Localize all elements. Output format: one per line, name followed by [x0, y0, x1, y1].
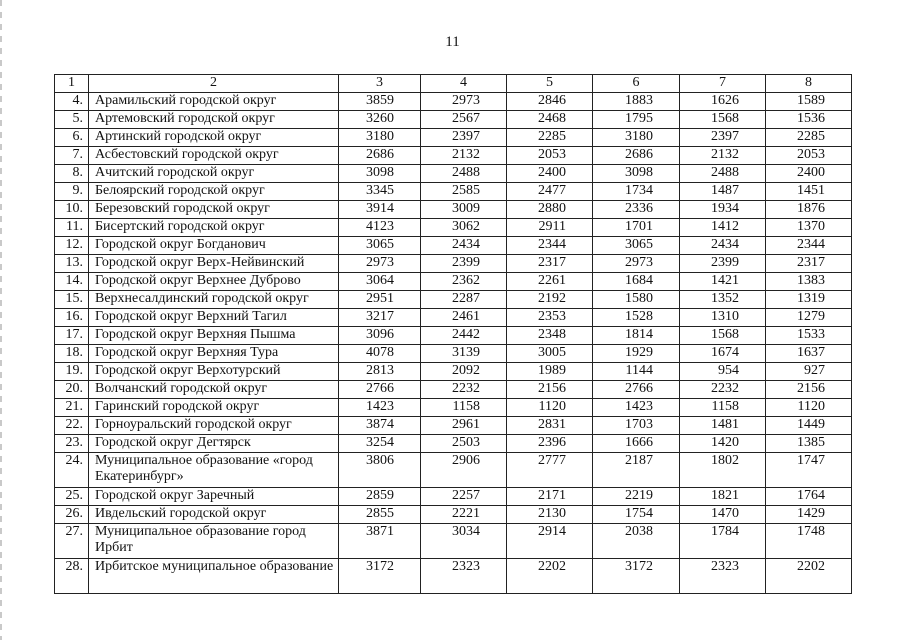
table-row	[55, 291, 852, 309]
value-cell: 2232	[421, 381, 507, 399]
value-cell: 2038	[593, 524, 680, 559]
value-cell: 1934	[680, 201, 766, 219]
table-row	[55, 417, 852, 435]
table-header-row	[55, 75, 852, 93]
row-number: 18.	[55, 345, 89, 363]
value-cell: 2399	[680, 255, 766, 273]
value-cell: 3345	[339, 183, 421, 201]
table-row	[55, 219, 852, 237]
value-cell: 1814	[593, 327, 680, 345]
column-header: 2	[89, 75, 339, 93]
value-cell: 1536	[766, 111, 852, 129]
value-cell: 2202	[766, 559, 852, 594]
value-cell: 3065	[593, 237, 680, 255]
value-cell: 2353	[507, 309, 593, 327]
value-cell: 2130	[507, 506, 593, 524]
value-cell: 2488	[680, 165, 766, 183]
row-number: 11.	[55, 219, 89, 237]
value-cell: 2344	[507, 237, 593, 255]
municipality-name: Городской округ Заречный	[89, 488, 339, 506]
column-header: 8	[766, 75, 852, 93]
column-header: 4	[421, 75, 507, 93]
table-row	[55, 327, 852, 345]
municipality-name: Муниципальное образование город Ирбит	[89, 524, 339, 559]
column-header: 7	[680, 75, 766, 93]
value-cell: 2434	[680, 237, 766, 255]
value-cell: 1637	[766, 345, 852, 363]
table-row	[55, 273, 852, 291]
municipality-name: Городской округ Дегтярск	[89, 435, 339, 453]
value-cell: 2187	[593, 453, 680, 488]
value-cell: 1412	[680, 219, 766, 237]
value-cell: 1420	[680, 435, 766, 453]
value-cell: 1754	[593, 506, 680, 524]
row-number: 15.	[55, 291, 89, 309]
municipality-name: Муниципальное образование «город Екатеринбург»	[89, 453, 339, 488]
value-cell: 2400	[507, 165, 593, 183]
value-cell: 2132	[680, 147, 766, 165]
value-cell: 2906	[421, 453, 507, 488]
value-cell: 2846	[507, 93, 593, 111]
value-cell: 1144	[593, 363, 680, 381]
value-cell: 1383	[766, 273, 852, 291]
value-cell: 1747	[766, 453, 852, 488]
value-cell: 1666	[593, 435, 680, 453]
value-cell: 1674	[680, 345, 766, 363]
value-cell: 1120	[507, 399, 593, 417]
row-number: 6.	[55, 129, 89, 147]
value-cell: 2399	[421, 255, 507, 273]
value-cell: 3254	[339, 435, 421, 453]
table-row	[55, 488, 852, 506]
row-number: 8.	[55, 165, 89, 183]
value-cell: 3914	[339, 201, 421, 219]
value-cell: 2261	[507, 273, 593, 291]
value-cell: 3065	[339, 237, 421, 255]
row-number: 24.	[55, 453, 89, 488]
value-cell: 1158	[421, 399, 507, 417]
value-cell: 3098	[339, 165, 421, 183]
value-cell: 1795	[593, 111, 680, 129]
value-cell: 1120	[766, 399, 852, 417]
table-row	[55, 435, 852, 453]
value-cell: 2914	[507, 524, 593, 559]
value-cell: 3034	[421, 524, 507, 559]
value-cell: 2397	[680, 129, 766, 147]
value-cell: 3260	[339, 111, 421, 129]
table-row	[55, 129, 852, 147]
value-cell: 1989	[507, 363, 593, 381]
value-cell: 2232	[680, 381, 766, 399]
value-cell: 1385	[766, 435, 852, 453]
municipality-name: Верхнесалдинский городской округ	[89, 291, 339, 309]
value-cell: 1319	[766, 291, 852, 309]
value-cell: 927	[766, 363, 852, 381]
value-cell: 1310	[680, 309, 766, 327]
value-cell: 1423	[339, 399, 421, 417]
row-number: 7.	[55, 147, 89, 165]
value-cell: 3009	[421, 201, 507, 219]
row-number: 17.	[55, 327, 89, 345]
value-cell: 1158	[680, 399, 766, 417]
row-number: 5.	[55, 111, 89, 129]
value-cell: 4078	[339, 345, 421, 363]
value-cell: 2156	[766, 381, 852, 399]
municipality-name: Городской округ Верхотурский	[89, 363, 339, 381]
value-cell: 1748	[766, 524, 852, 559]
row-number: 20.	[55, 381, 89, 399]
table-row	[55, 363, 852, 381]
value-cell: 2503	[421, 435, 507, 453]
value-cell: 1764	[766, 488, 852, 506]
value-cell: 3871	[339, 524, 421, 559]
value-cell: 1626	[680, 93, 766, 111]
value-cell: 1449	[766, 417, 852, 435]
value-cell: 1734	[593, 183, 680, 201]
value-cell: 2961	[421, 417, 507, 435]
value-cell: 2317	[507, 255, 593, 273]
value-cell: 2831	[507, 417, 593, 435]
value-cell: 2880	[507, 201, 593, 219]
table-row	[55, 381, 852, 399]
value-cell: 3172	[339, 559, 421, 594]
value-cell: 2317	[766, 255, 852, 273]
value-cell: 2400	[766, 165, 852, 183]
value-cell: 2468	[507, 111, 593, 129]
value-cell: 2813	[339, 363, 421, 381]
value-cell: 1451	[766, 183, 852, 201]
value-cell: 2766	[339, 381, 421, 399]
value-cell: 3180	[593, 129, 680, 147]
value-cell: 3180	[339, 129, 421, 147]
value-cell: 3806	[339, 453, 421, 488]
municipality-name: Городской округ Верхняя Пышма	[89, 327, 339, 345]
value-cell: 1703	[593, 417, 680, 435]
column-header: 6	[593, 75, 680, 93]
value-cell: 954	[680, 363, 766, 381]
table-row	[55, 201, 852, 219]
value-cell: 1568	[680, 327, 766, 345]
table-row	[55, 399, 852, 417]
municipality-name: Бисертский городской округ	[89, 219, 339, 237]
value-cell: 3064	[339, 273, 421, 291]
row-number: 19.	[55, 363, 89, 381]
value-cell: 2567	[421, 111, 507, 129]
row-number: 10.	[55, 201, 89, 219]
value-cell: 2053	[766, 147, 852, 165]
value-cell: 2092	[421, 363, 507, 381]
row-number: 23.	[55, 435, 89, 453]
value-cell: 2202	[507, 559, 593, 594]
municipality-name: Ирбитское муниципальное образование	[89, 559, 339, 594]
value-cell: 2132	[421, 147, 507, 165]
table-row	[55, 93, 852, 111]
page-margin-line	[0, 0, 2, 640]
value-cell: 2257	[421, 488, 507, 506]
value-cell: 1528	[593, 309, 680, 327]
value-cell: 3217	[339, 309, 421, 327]
row-number: 28.	[55, 559, 89, 594]
municipality-name: Артемовский городской округ	[89, 111, 339, 129]
municipality-name: Ивдельский городской округ	[89, 506, 339, 524]
value-cell: 2973	[339, 255, 421, 273]
value-cell: 1589	[766, 93, 852, 111]
page-number: 11	[445, 34, 460, 50]
value-cell: 1470	[680, 506, 766, 524]
value-cell: 2686	[339, 147, 421, 165]
value-cell: 1684	[593, 273, 680, 291]
value-cell: 2285	[507, 129, 593, 147]
value-cell: 1883	[593, 93, 680, 111]
value-cell: 2192	[507, 291, 593, 309]
value-cell: 1533	[766, 327, 852, 345]
value-cell: 3859	[339, 93, 421, 111]
municipality-name: Артинский городской округ	[89, 129, 339, 147]
value-cell: 2219	[593, 488, 680, 506]
value-cell: 2397	[421, 129, 507, 147]
table-row	[55, 506, 852, 524]
value-cell: 1370	[766, 219, 852, 237]
table-row	[55, 345, 852, 363]
table-row	[55, 111, 852, 129]
value-cell: 2855	[339, 506, 421, 524]
value-cell: 1784	[680, 524, 766, 559]
municipality-name: Городской округ Верхний Тагил	[89, 309, 339, 327]
table-row	[55, 559, 852, 594]
value-cell: 2362	[421, 273, 507, 291]
row-number: 25.	[55, 488, 89, 506]
value-cell: 2777	[507, 453, 593, 488]
table-row	[55, 524, 852, 559]
value-cell: 2336	[593, 201, 680, 219]
value-cell: 2156	[507, 381, 593, 399]
value-cell: 2285	[766, 129, 852, 147]
table-row	[55, 165, 852, 183]
value-cell: 2434	[421, 237, 507, 255]
value-cell: 3005	[507, 345, 593, 363]
column-header: 5	[507, 75, 593, 93]
value-cell: 2323	[421, 559, 507, 594]
table-row	[55, 147, 852, 165]
value-cell: 1568	[680, 111, 766, 129]
table-row	[55, 183, 852, 201]
table-row	[55, 237, 852, 255]
value-cell: 1421	[680, 273, 766, 291]
municipality-name: Горноуральский городской округ	[89, 417, 339, 435]
value-cell: 3098	[593, 165, 680, 183]
value-cell: 2396	[507, 435, 593, 453]
value-cell: 1701	[593, 219, 680, 237]
value-cell: 1821	[680, 488, 766, 506]
value-cell: 2221	[421, 506, 507, 524]
row-number: 22.	[55, 417, 89, 435]
municipality-name: Городской округ Верхняя Тура	[89, 345, 339, 363]
value-cell: 2171	[507, 488, 593, 506]
column-header: 3	[339, 75, 421, 93]
value-cell: 2951	[339, 291, 421, 309]
row-number: 16.	[55, 309, 89, 327]
row-number: 12.	[55, 237, 89, 255]
municipality-name: Березовский городской округ	[89, 201, 339, 219]
value-cell: 1929	[593, 345, 680, 363]
value-cell: 2973	[421, 93, 507, 111]
row-number: 13.	[55, 255, 89, 273]
value-cell: 2287	[421, 291, 507, 309]
value-cell: 4123	[339, 219, 421, 237]
value-cell: 2461	[421, 309, 507, 327]
data-table	[54, 74, 852, 594]
municipality-name: Гаринский городской округ	[89, 399, 339, 417]
municipality-name: Городской округ Верхнее Дуброво	[89, 273, 339, 291]
value-cell: 3062	[421, 219, 507, 237]
municipality-name: Волчанский городской округ	[89, 381, 339, 399]
value-cell: 1481	[680, 417, 766, 435]
municipality-name: Арамильский городской округ	[89, 93, 339, 111]
municipality-name: Городской округ Богданович	[89, 237, 339, 255]
value-cell: 1802	[680, 453, 766, 488]
value-cell: 1580	[593, 291, 680, 309]
table-row	[55, 309, 852, 327]
municipality-name: Ачитский городской округ	[89, 165, 339, 183]
row-number: 9.	[55, 183, 89, 201]
row-number: 14.	[55, 273, 89, 291]
row-number: 26.	[55, 506, 89, 524]
value-cell: 2766	[593, 381, 680, 399]
table-row	[55, 453, 852, 488]
row-number: 4.	[55, 93, 89, 111]
value-cell: 2477	[507, 183, 593, 201]
table-row	[55, 255, 852, 273]
municipality-name: Асбестовский городской округ	[89, 147, 339, 165]
value-cell: 3096	[339, 327, 421, 345]
value-cell: 2585	[421, 183, 507, 201]
value-cell: 2911	[507, 219, 593, 237]
municipality-name: Городской округ Верх-Нейвинский	[89, 255, 339, 273]
value-cell: 2344	[766, 237, 852, 255]
value-cell: 2348	[507, 327, 593, 345]
value-cell: 2859	[339, 488, 421, 506]
value-cell: 2488	[421, 165, 507, 183]
value-cell: 3874	[339, 417, 421, 435]
value-cell: 2686	[593, 147, 680, 165]
value-cell: 1487	[680, 183, 766, 201]
row-number: 21.	[55, 399, 89, 417]
value-cell: 2323	[680, 559, 766, 594]
value-cell: 1423	[593, 399, 680, 417]
value-cell: 1876	[766, 201, 852, 219]
value-cell: 1279	[766, 309, 852, 327]
value-cell: 2053	[507, 147, 593, 165]
row-number: 27.	[55, 524, 89, 559]
value-cell: 2442	[421, 327, 507, 345]
value-cell: 3139	[421, 345, 507, 363]
value-cell: 2973	[593, 255, 680, 273]
column-header: 1	[55, 75, 89, 93]
municipality-name: Белоярский городской округ	[89, 183, 339, 201]
value-cell: 1429	[766, 506, 852, 524]
value-cell: 3172	[593, 559, 680, 594]
value-cell: 1352	[680, 291, 766, 309]
